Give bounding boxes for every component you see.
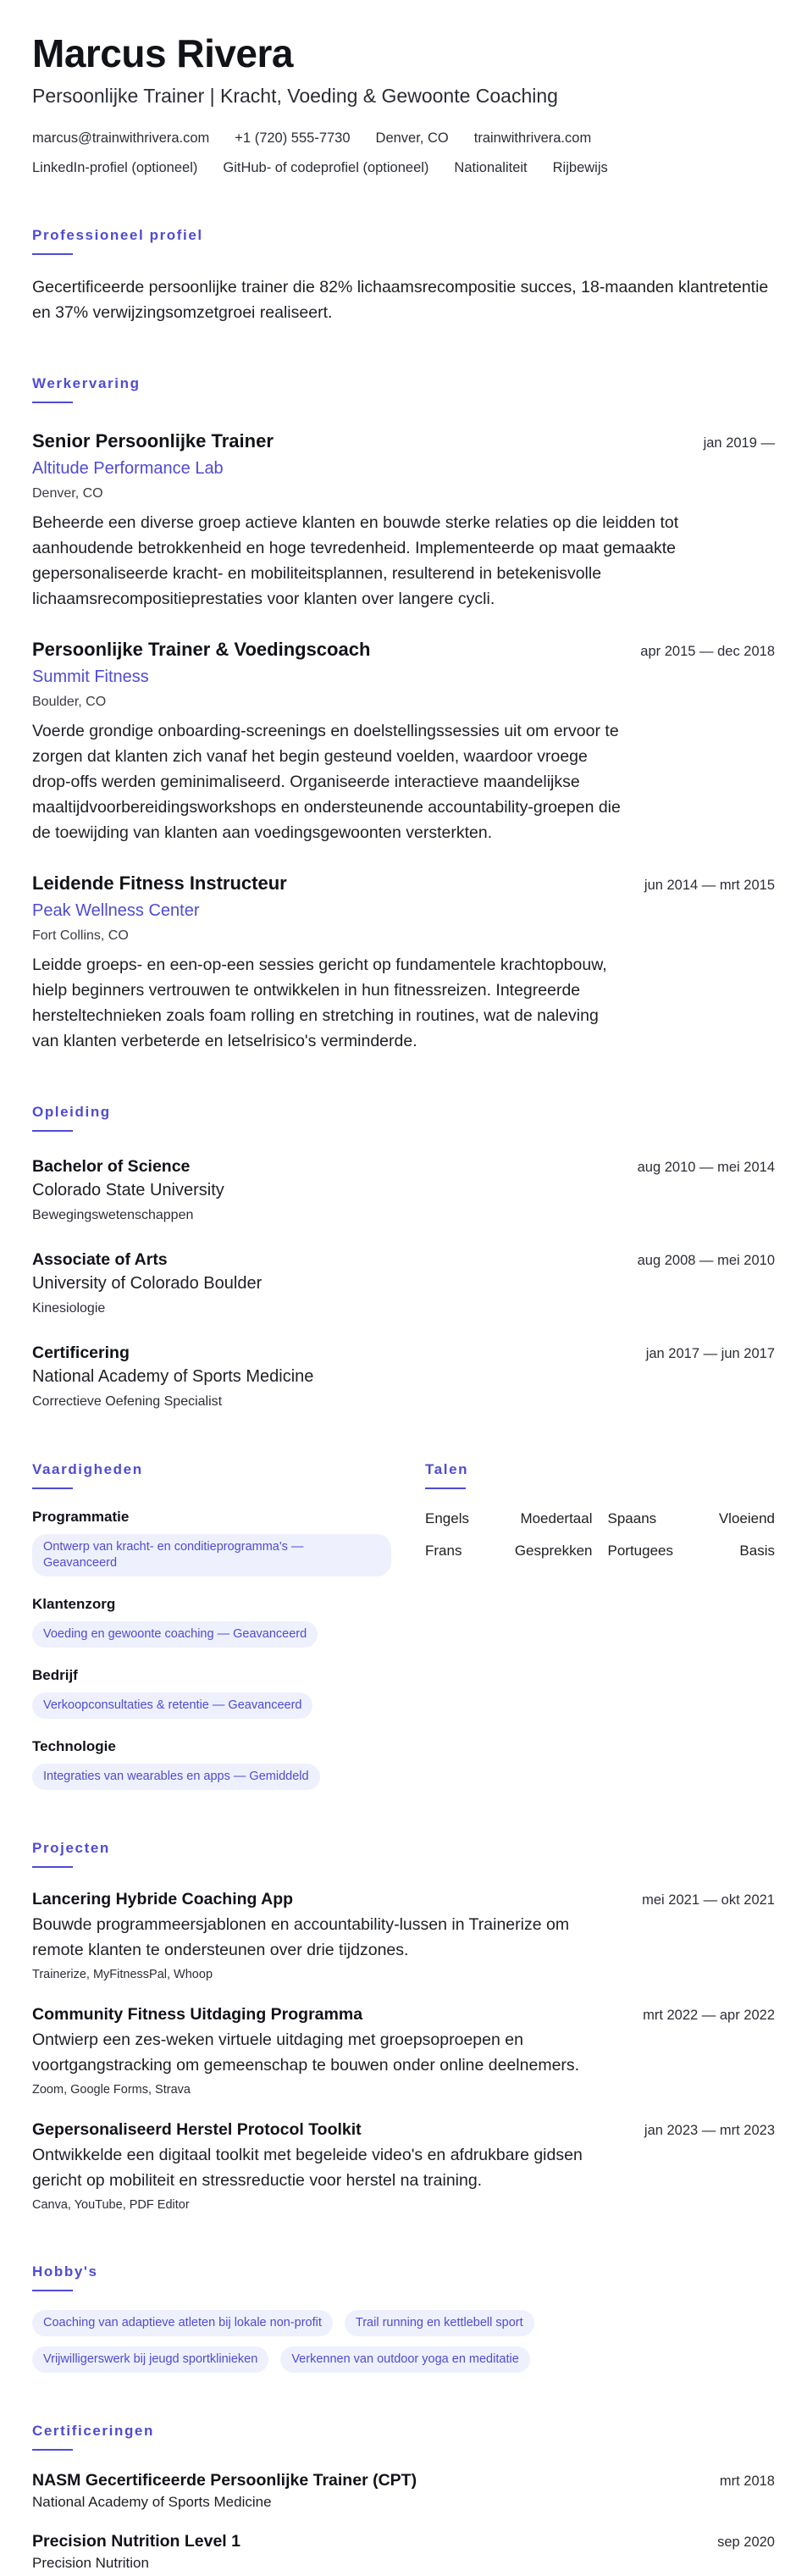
candidate-name: Marcus Rivera (32, 31, 293, 75)
job-entry (32, 637, 775, 845)
section-title: Opleiding (32, 1104, 111, 1120)
section-divider (425, 1487, 466, 1489)
experience-section (32, 374, 775, 1054)
education-section (32, 1103, 775, 1411)
education-degree: Bachelor of Science (32, 1157, 191, 1176)
education-entry (32, 1249, 775, 1318)
language-level: Vloeiend (718, 1510, 775, 1526)
skill-group (32, 1737, 391, 1790)
section-title: Talen (425, 1461, 469, 1477)
contact-phone[interactable]: +1 (720) 555-7730 (235, 130, 351, 146)
job-company: Peak Wellness Center (32, 901, 200, 920)
certification-entry (32, 2530, 775, 2573)
skill-category: Klantenzorg (32, 1596, 116, 1612)
education-field: Kinesiologie (32, 1301, 106, 1316)
hobby-chip: Coaching van adaptieve atleten bij lokale non-profit (32, 2310, 333, 2336)
section-title: Werkervaring (32, 375, 141, 391)
language-name: Frans (425, 1543, 462, 1559)
certifications-section (32, 2422, 775, 2573)
project-description: Ontwierp een zes-weken virtuele uitdaging met groepsoproepen en voortgangstracking om gemeenschap te bouwen onder online deelnemers. (32, 2030, 580, 2075)
job-description: Leidde groeps- en een-op-een sessies gericht op fundamentele krachtopbouw, hielp beginners vertrouwen te ontwikkelen in hun fitnessreizen. Integreerde hersteltechnieken zoals foam rolling en stretching in routines, wat de naleving van klanten verbeterde en letselrisico's verminderde. (32, 956, 607, 1050)
skill-category: Technologie (32, 1738, 116, 1754)
project-title: Lancering Hybride Coaching App (32, 1890, 294, 1908)
job-location: Boulder, CO (32, 695, 107, 709)
language-level: Moedertaal (520, 1510, 593, 1526)
project-date: mei 2021 — okt 2021 (642, 1892, 775, 1908)
language-level: Basis (739, 1543, 775, 1559)
skill-group (32, 1595, 391, 1648)
project-tools: Trainerize, MyFitnessPal, Whoop (32, 1968, 213, 1981)
languages-section (425, 1460, 775, 1790)
job-location: Fort Collins, CO (32, 928, 129, 943)
skills-languages-row (32, 1460, 775, 1790)
contact-row-secondary (32, 158, 775, 177)
project-entry (32, 1888, 775, 1983)
project-tools: Canva, YouTube, PDF Editor (32, 2198, 190, 2212)
language-item (425, 1510, 593, 1528)
certification-issuer: Precision Nutrition (32, 2555, 149, 2571)
skill-category: Bedrijf (32, 1667, 78, 1683)
hobby-chip: Verkennen van outdoor yoga en meditatie (280, 2346, 529, 2373)
section-divider (32, 1866, 73, 1868)
certification-entry (32, 2469, 775, 2512)
certification-date: sep 2020 (717, 2534, 775, 2550)
skill-group (32, 1508, 391, 1576)
project-date: mrt 2022 — apr 2022 (643, 2008, 775, 2023)
job-date: jan 2019 — (703, 435, 775, 451)
project-tools: Zoom, Google Forms, Strava (32, 2083, 191, 2097)
section-title: Projecten (32, 1840, 110, 1856)
hobby-chip: Trail running en kettlebell sport (345, 2310, 534, 2336)
education-date: aug 2008 — mei 2010 (637, 1253, 775, 1268)
job-title: Leidende Fitness Instructeur (32, 873, 287, 894)
language-item (608, 1510, 776, 1528)
education-degree: Certificering (32, 1343, 130, 1362)
contact-website[interactable]: trainwithrivera.com (473, 130, 592, 146)
contact-email[interactable]: marcus@trainwithrivera.com (32, 130, 210, 146)
skill-chip: Ontwerp van kracht- en conditieprogramma's — Geavanceerd (32, 1534, 391, 1576)
skill-chip: Integraties van wearables en apps — Gemiddeld (32, 1764, 320, 1790)
job-date: apr 2015 — dec 2018 (640, 644, 775, 659)
job-location: Denver, CO (32, 486, 103, 501)
language-item (608, 1542, 776, 1560)
education-date: aug 2010 — mei 2014 (637, 1160, 775, 1175)
projects-section (32, 1839, 775, 2213)
hobby-chip: Vrijwilligerswerk bij jeugd sportklinieken (32, 2346, 268, 2373)
section-title: Vaardigheden (32, 1461, 143, 1477)
skill-group (32, 1666, 391, 1719)
section-divider (32, 253, 73, 255)
section-divider (32, 2290, 73, 2291)
skills-section (32, 1460, 391, 1790)
job-company: Altitude Performance Lab (32, 459, 224, 478)
section-divider (32, 1130, 73, 1132)
section-title: Hobby's (32, 2263, 98, 2280)
education-school: University of Colorado Boulder (32, 1274, 263, 1293)
contact-location: Denver, CO (375, 130, 449, 146)
language-level: Gesprekken (514, 1543, 593, 1559)
job-entry (32, 429, 775, 612)
education-entry (32, 1155, 775, 1225)
section-divider (32, 402, 73, 403)
section-divider (32, 1487, 73, 1489)
project-entry (32, 2003, 775, 2098)
skill-chip: Voeding en gewoonte coaching — Geavanceerd (32, 1621, 318, 1648)
project-date: jan 2023 — mrt 2023 (644, 2123, 775, 2138)
contact-row-primary (32, 129, 775, 147)
job-title: Persoonlijke Trainer & Voedingscoach (32, 639, 371, 660)
language-item (425, 1542, 593, 1560)
project-description: Ontwikkelde een digitaal toolkit met begeleide video's en afdrukbare gidsen gericht op mobiliteit en stressreductie voor herstel na training. (32, 2146, 583, 2190)
job-title: Senior Persoonlijke Trainer (32, 430, 274, 451)
profile-summary: Gecertificeerde persoonlijke trainer die 82% lichaamsrecompositie succes, 18-maanden klantretentie en 37% verwijzingsomzetgroei realiseert. (32, 278, 769, 322)
education-field: Correctieve Oefening Specialist (32, 1394, 223, 1409)
education-school: Colorado State University (32, 1181, 224, 1199)
contact-license: Rijbewijs (552, 160, 608, 175)
section-divider (32, 2449, 73, 2451)
certification-issuer: National Academy of Sports Medicine (32, 2494, 272, 2510)
candidate-headline: Persoonlijke Trainer | Kracht, Voeding & Gewoonte Coaching (32, 85, 558, 107)
education-entry (32, 1342, 775, 1411)
profile-section (32, 226, 775, 325)
education-degree: Associate of Arts (32, 1250, 168, 1269)
certification-name: Precision Nutrition Level 1 (32, 2532, 240, 2551)
education-field: Bewegingswetenschappen (32, 1208, 194, 1222)
skill-category: Programmatie (32, 1509, 130, 1525)
contact-nationality: Nationaliteit (454, 160, 528, 175)
job-description: Voerde grondige onboarding-screenings en doelstellingssessies uit om ervoor te zorgen dat klanten zich vanaf het begin gesteund voelden, waardoor vroege drop-offs werden geminimaliseerd. Organiseerde interactieve maandelijkse maaltijdvoorbereidingsworkshops en ondersteunende accountability-groepen die de toewijding van klanten aan voedingsgewoonten versterkten. (32, 722, 621, 842)
education-date: jan 2017 — jun 2017 (645, 1346, 775, 1361)
language-name: Engels (425, 1510, 469, 1526)
job-description: Beheerde een diverse groep actieve klanten en bouwde sterke relaties op die leidden tot aanhoudende betrokkenheid en hoge tevredenheid. Implementeerde op maat gemaakte gepersonaliseerde kracht- en mobiliteitsplannen, resulterend in betekenisvolle lichaamsrecompositieprestaties voor klanten over langere cycli. (32, 513, 679, 608)
job-entry (32, 871, 775, 1054)
language-name: Portugees (607, 1543, 673, 1559)
resume-header (32, 30, 775, 177)
section-title: Professioneel profiel (32, 227, 203, 243)
job-company: Summit Fitness (32, 668, 149, 686)
project-title: Community Fitness Uitdaging Programma (32, 2005, 363, 2024)
hobbies-section (32, 2263, 775, 2383)
language-name: Spaans (607, 1510, 657, 1526)
job-date: jun 2014 — mrt 2015 (644, 878, 775, 893)
contact-github[interactable]: GitHub- of codeprofiel (optioneel) (223, 160, 429, 175)
contact-linkedin[interactable]: LinkedIn-profiel (optioneel) (32, 160, 198, 175)
skill-chip: Verkoopconsultaties & retentie — Geavanceerd (32, 1692, 312, 1719)
project-entry (32, 2119, 775, 2213)
certification-name: NASM Gecertificeerde Persoonlijke Trainer (CPT) (32, 2471, 417, 2490)
project-description: Bouwde programmeersjablonen en accountability-lussen in Trainerize om remote klanten te ondersteunen over drie tijdzones. (32, 1915, 570, 1959)
certification-date: mrt 2018 (719, 2474, 775, 2489)
project-title: Gepersonaliseerd Herstel Protocol Toolkit (32, 2120, 362, 2139)
section-title: Certificeringen (32, 2423, 154, 2439)
education-school: National Academy of Sports Medicine (32, 1367, 314, 1386)
